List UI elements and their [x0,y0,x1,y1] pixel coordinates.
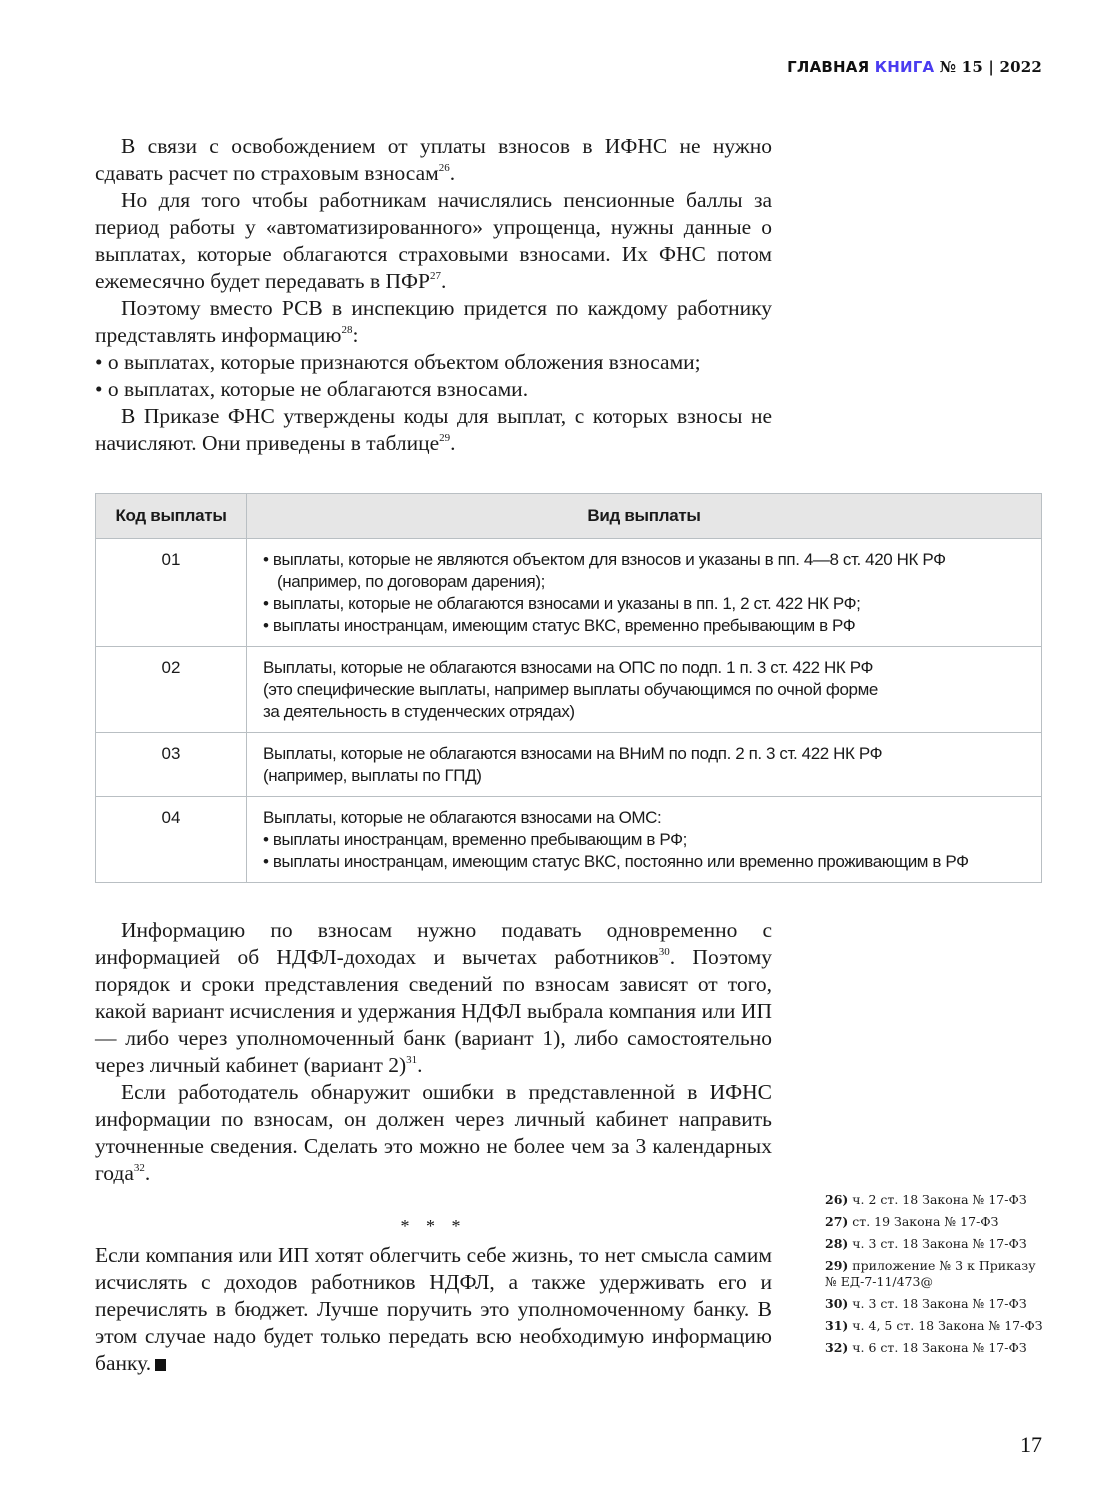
table-row [96,647,1042,733]
running-header [787,58,1042,76]
issue-number: № 15 | 2022 [939,58,1042,76]
footnote-ref[interactable]: 27 [429,270,441,282]
description-line: за деятельность в студенческих отрядах) [263,702,575,721]
description-line: Выплаты, которые не облагаются взносами на ОМС: [263,808,662,827]
column-header-code: Код выплаты [96,494,247,539]
table-row [96,539,1042,647]
footnote-item [825,1340,1045,1356]
payment-codes-table [95,493,1042,883]
article-intro [95,133,772,457]
table-row [96,797,1042,883]
footnote-ref[interactable]: 32 [133,1162,145,1174]
paragraph: Но для того чтобы работникам начислялись пенсионные баллы за период работы у «автоматизированного» упрощенца, нужны данные о выплатах, которые облагаются страховыми взносами. Их ФНС потом ежемесячно будет передавать в ПФР$^{27}$. [95,188,772,293]
footnote-text: ч. 3 ст. 18 Закона № 17-ФЗ [852,1296,1027,1311]
paragraph: Если компания или ИП хотят облегчить себе жизнь, то нет смысла самим исчислять с доходов работников НДФЛ, а также удерживать его и перечислять в бюджет. Лучше поручить это уполномоченному банку. В этом случае надо будет только передать всю необходимую информацию банку. [95,1243,772,1375]
footnote-number: 26) [825,1192,849,1207]
footnote-number: 30) [825,1296,849,1311]
bullet-item: • выплаты иностранцам, имеющим статус ВКС, постоянно или временно проживающим в РФ [263,851,1027,873]
footnote-item [825,1214,1045,1230]
payment-description [247,797,1042,883]
footnote-number: 32) [825,1340,849,1355]
bullet-item: • выплаты, которые не облагаются взносами и указаны в пп. 1, 2 ст. 422 НК РФ; [263,593,1027,615]
brand-name: ГЛАВНАЯ [787,58,870,76]
footnote-ref[interactable]: 29 [439,432,451,444]
footnote-item [825,1192,1045,1208]
footnote-text: ч. 4, 5 ст. 18 Закона № 17-ФЗ [852,1318,1043,1333]
bullet-item: • выплаты иностранцам, временно пребывающим в РФ; [263,829,1027,851]
payment-code: 01 [96,539,247,647]
footnotes [825,1192,1045,1362]
payment-code: 03 [96,733,247,797]
payment-description [247,647,1042,733]
column-header-type: Вид выплаты [247,494,1042,539]
section-separator: * * * [400,1216,467,1236]
footnote-ref[interactable]: 26 [438,162,450,174]
paragraph: Если работодатель обнаружит ошибки в представленной в ИФНС информации по взносам, он должен через личный кабинет направить уточненные сведения. Сделать это можно не более чем за 3 календарных года$^{32}$. [95,1080,772,1185]
footnote-ref[interactable]: 28 [341,324,353,336]
footnote-item [825,1258,1045,1290]
paragraph: В связи с освобождением от уплаты взносов в ИФНС не нужно сдавать расчет по страховым взносам$^{26}$. [95,134,772,185]
footnote-text: ч. 2 ст. 18 Закона № 17-ФЗ [852,1192,1027,1207]
footnote-item [825,1296,1045,1312]
payment-code: 04 [96,797,247,883]
description-line: (это специфические выплаты, например выплаты обучающимся по очной форме [263,680,878,699]
bullet-item: • о выплатах, которые признаются объектом обложения взносами; [95,350,701,374]
table-row [96,733,1042,797]
payment-code: 02 [96,647,247,733]
footnote-item [825,1236,1045,1252]
footnote-ref[interactable]: 30 [658,946,670,958]
paragraph: Поэтому вместо РСВ в инспекцию придется по каждому работнику представлять информацию$^{28}$: [95,296,772,347]
article-conclusion [95,1213,772,1377]
page-number: 17 [1020,1432,1042,1457]
description-line: (например, выплаты по ГПД) [263,766,482,785]
footnote-number: 31) [825,1318,849,1333]
footnote-number: 28) [825,1236,849,1251]
bullet-item: • о выплатах, которые не облагаются взносами. [95,377,529,401]
footnote-text: ст. 19 Закона № 17-ФЗ [852,1214,999,1229]
footnote-text: ч. 6 ст. 18 Закона № 17-ФЗ [852,1340,1027,1355]
description-line: Выплаты, которые не облагаются взносами на ОПС по подп. 1 п. 3 ст. 422 НК РФ [263,658,873,677]
table-header-row [96,494,1042,539]
payment-description [247,539,1042,647]
end-of-article-mark-icon [155,1359,166,1371]
brand-name-accent: КНИГА [874,58,935,76]
footnote-number: 29) [825,1258,849,1273]
footnote-text: ч. 3 ст. 18 Закона № 17-ФЗ [852,1236,1027,1251]
paragraph: Информацию по взносам нужно подавать одновременно с информацией об НДФЛ-доходах и вычетах работников$^{30}$. Поэтому порядок и сроки представления сведений по взносам зависят от того, какой вариант исчисления и удержания НДФЛ выбрала компания или ИП — либо через уполномоченный банк (вариант 1), либо самостоятельно через личный кабинет (вариант 2)$^{31}$. [95,918,773,1077]
payment-description [247,733,1042,797]
article-continuation [95,917,772,1187]
bullet-item: • выплаты иностранцам, имеющим статус ВКС, временно пребывающим в РФ [263,615,1027,637]
footnote-text: приложение № 3 к Приказу № ЕД-7-11/473@ [825,1258,1036,1289]
footnote-item [825,1318,1045,1334]
footnote-ref[interactable]: 31 [406,1054,418,1066]
paragraph: В Приказе ФНС утверждены коды для выплат, с которых взносы не начисляют. Они приведены в таблице$^{29}$. [95,404,772,455]
description-line: Выплаты, которые не облагаются взносами на ВНиМ по подп. 2 п. 3 ст. 422 НК РФ [263,744,883,763]
footnote-number: 27) [825,1214,849,1229]
bullet-item: • выплаты, которые не являются объектом для взносов и указаны в пп. 4—8 ст. 420 НК РФ (например, по договорам дарения); [263,549,1027,593]
